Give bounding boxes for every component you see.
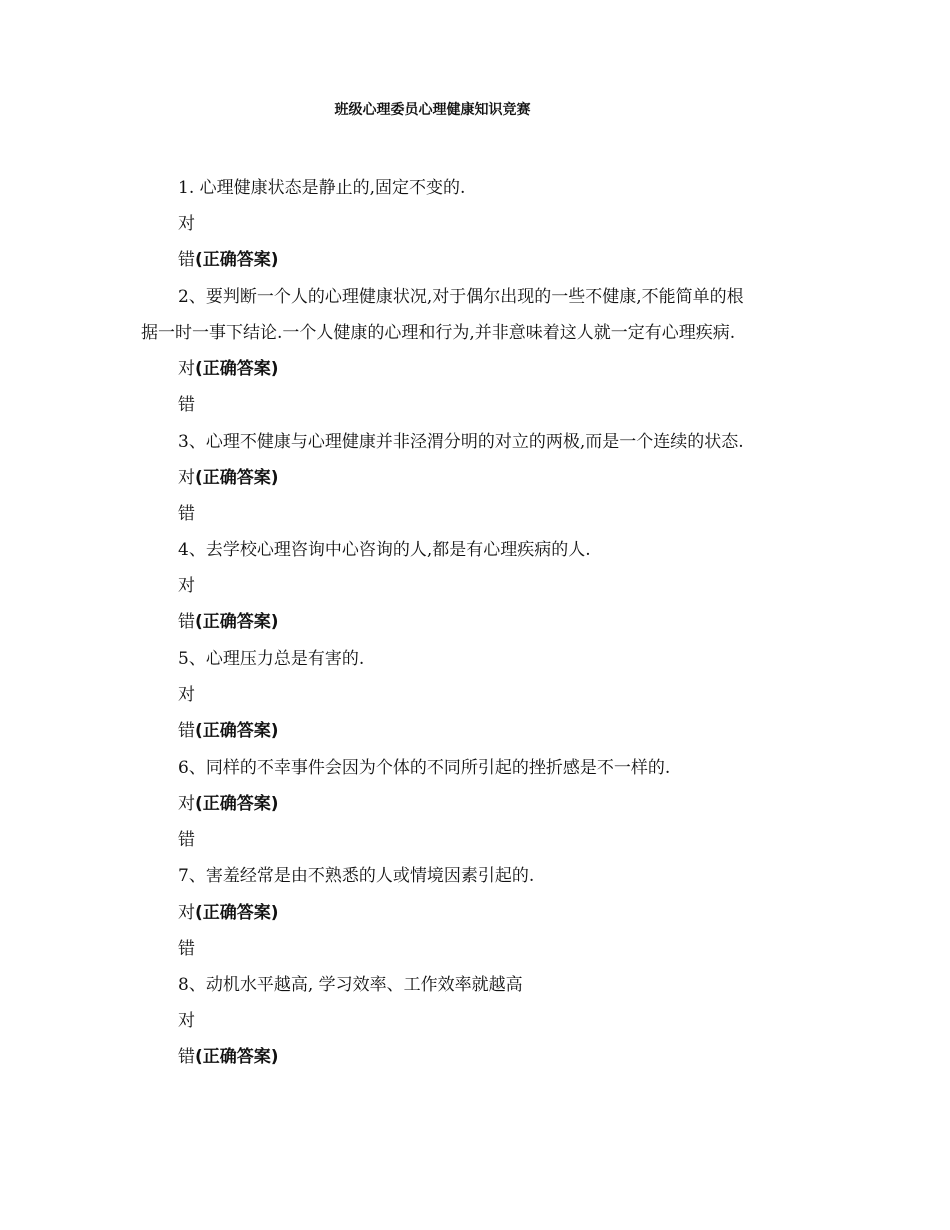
correct-answer-mark: (正确答案) xyxy=(195,794,279,814)
q8-option-true xyxy=(178,1009,818,1033)
option-label: 对 xyxy=(178,214,195,234)
question-4: 4、去学校心理咨询中心咨询的人,都是有心理疾病的人. xyxy=(178,540,591,560)
question-2-line-2: 据一时一事下结论.一个人健康的心理和行为,并非意味着这人就一定有心理疾病. xyxy=(141,323,736,343)
option-label: 对 xyxy=(178,794,195,814)
correct-answer-mark: (正确答案) xyxy=(195,721,279,741)
question-8: 8、动机水平越高, 学习效率、工作效率就越高 xyxy=(178,975,523,995)
option-label: 错 xyxy=(178,250,195,270)
option-label: 错 xyxy=(178,504,195,524)
q2-option-false xyxy=(178,393,818,417)
option-label: 对 xyxy=(178,903,195,923)
q5-option-true xyxy=(178,683,818,707)
q5-option-false xyxy=(178,719,818,743)
option-label: 对 xyxy=(178,685,195,705)
question-1: 1. 心理健康状态是静止的,固定不变的. xyxy=(178,178,466,198)
document-title: 班级心理委员心理健康知识竞赛 xyxy=(334,102,531,118)
q3-option-true xyxy=(178,466,818,490)
q8-option-false xyxy=(178,1045,818,1069)
question-5: 5、心理压力总是有害的. xyxy=(178,649,365,669)
question-7: 7、害羞经常是由不熟悉的人或情境因素引起的. xyxy=(178,866,535,886)
option-label: 对 xyxy=(178,468,195,488)
correct-answer-mark: (正确答案) xyxy=(195,1047,279,1067)
q6-option-false xyxy=(178,828,818,852)
option-label: 错 xyxy=(178,1047,195,1067)
correct-answer-mark: (正确答案) xyxy=(195,468,279,488)
q3-option-false xyxy=(178,502,818,526)
question-2-line-1: 2、要判断一个人的心理健康状况,对于偶尔出现的一些不健康,不能简单的根 xyxy=(178,287,744,307)
option-label: 错 xyxy=(178,830,195,850)
option-label: 错 xyxy=(178,721,195,741)
q2-option-true xyxy=(178,357,818,381)
option-label: 错 xyxy=(178,612,195,632)
option-label: 对 xyxy=(178,1011,195,1031)
question-6: 6、同样的不幸事件会因为个体的不同所引起的挫折感是不一样的. xyxy=(178,758,671,778)
option-label: 对 xyxy=(178,359,195,379)
correct-answer-mark: (正确答案) xyxy=(195,612,279,632)
q6-option-true xyxy=(178,792,818,816)
question-3: 3、心理不健康与心理健康并非泾渭分明的对立的两极,而是一个连续的状态. xyxy=(178,432,744,452)
q7-option-false xyxy=(178,937,818,961)
q1-option-true xyxy=(178,212,818,236)
q7-option-true xyxy=(178,901,818,925)
option-label: 错 xyxy=(178,939,195,959)
q4-option-false xyxy=(178,610,818,634)
q1-option-false xyxy=(178,248,818,272)
correct-answer-mark: (正确答案) xyxy=(195,903,279,923)
q4-option-true xyxy=(178,574,818,598)
correct-answer-mark: (正确答案) xyxy=(195,359,279,379)
correct-answer-mark: (正确答案) xyxy=(195,250,279,270)
option-label: 对 xyxy=(178,576,195,596)
option-label: 错 xyxy=(178,395,195,415)
